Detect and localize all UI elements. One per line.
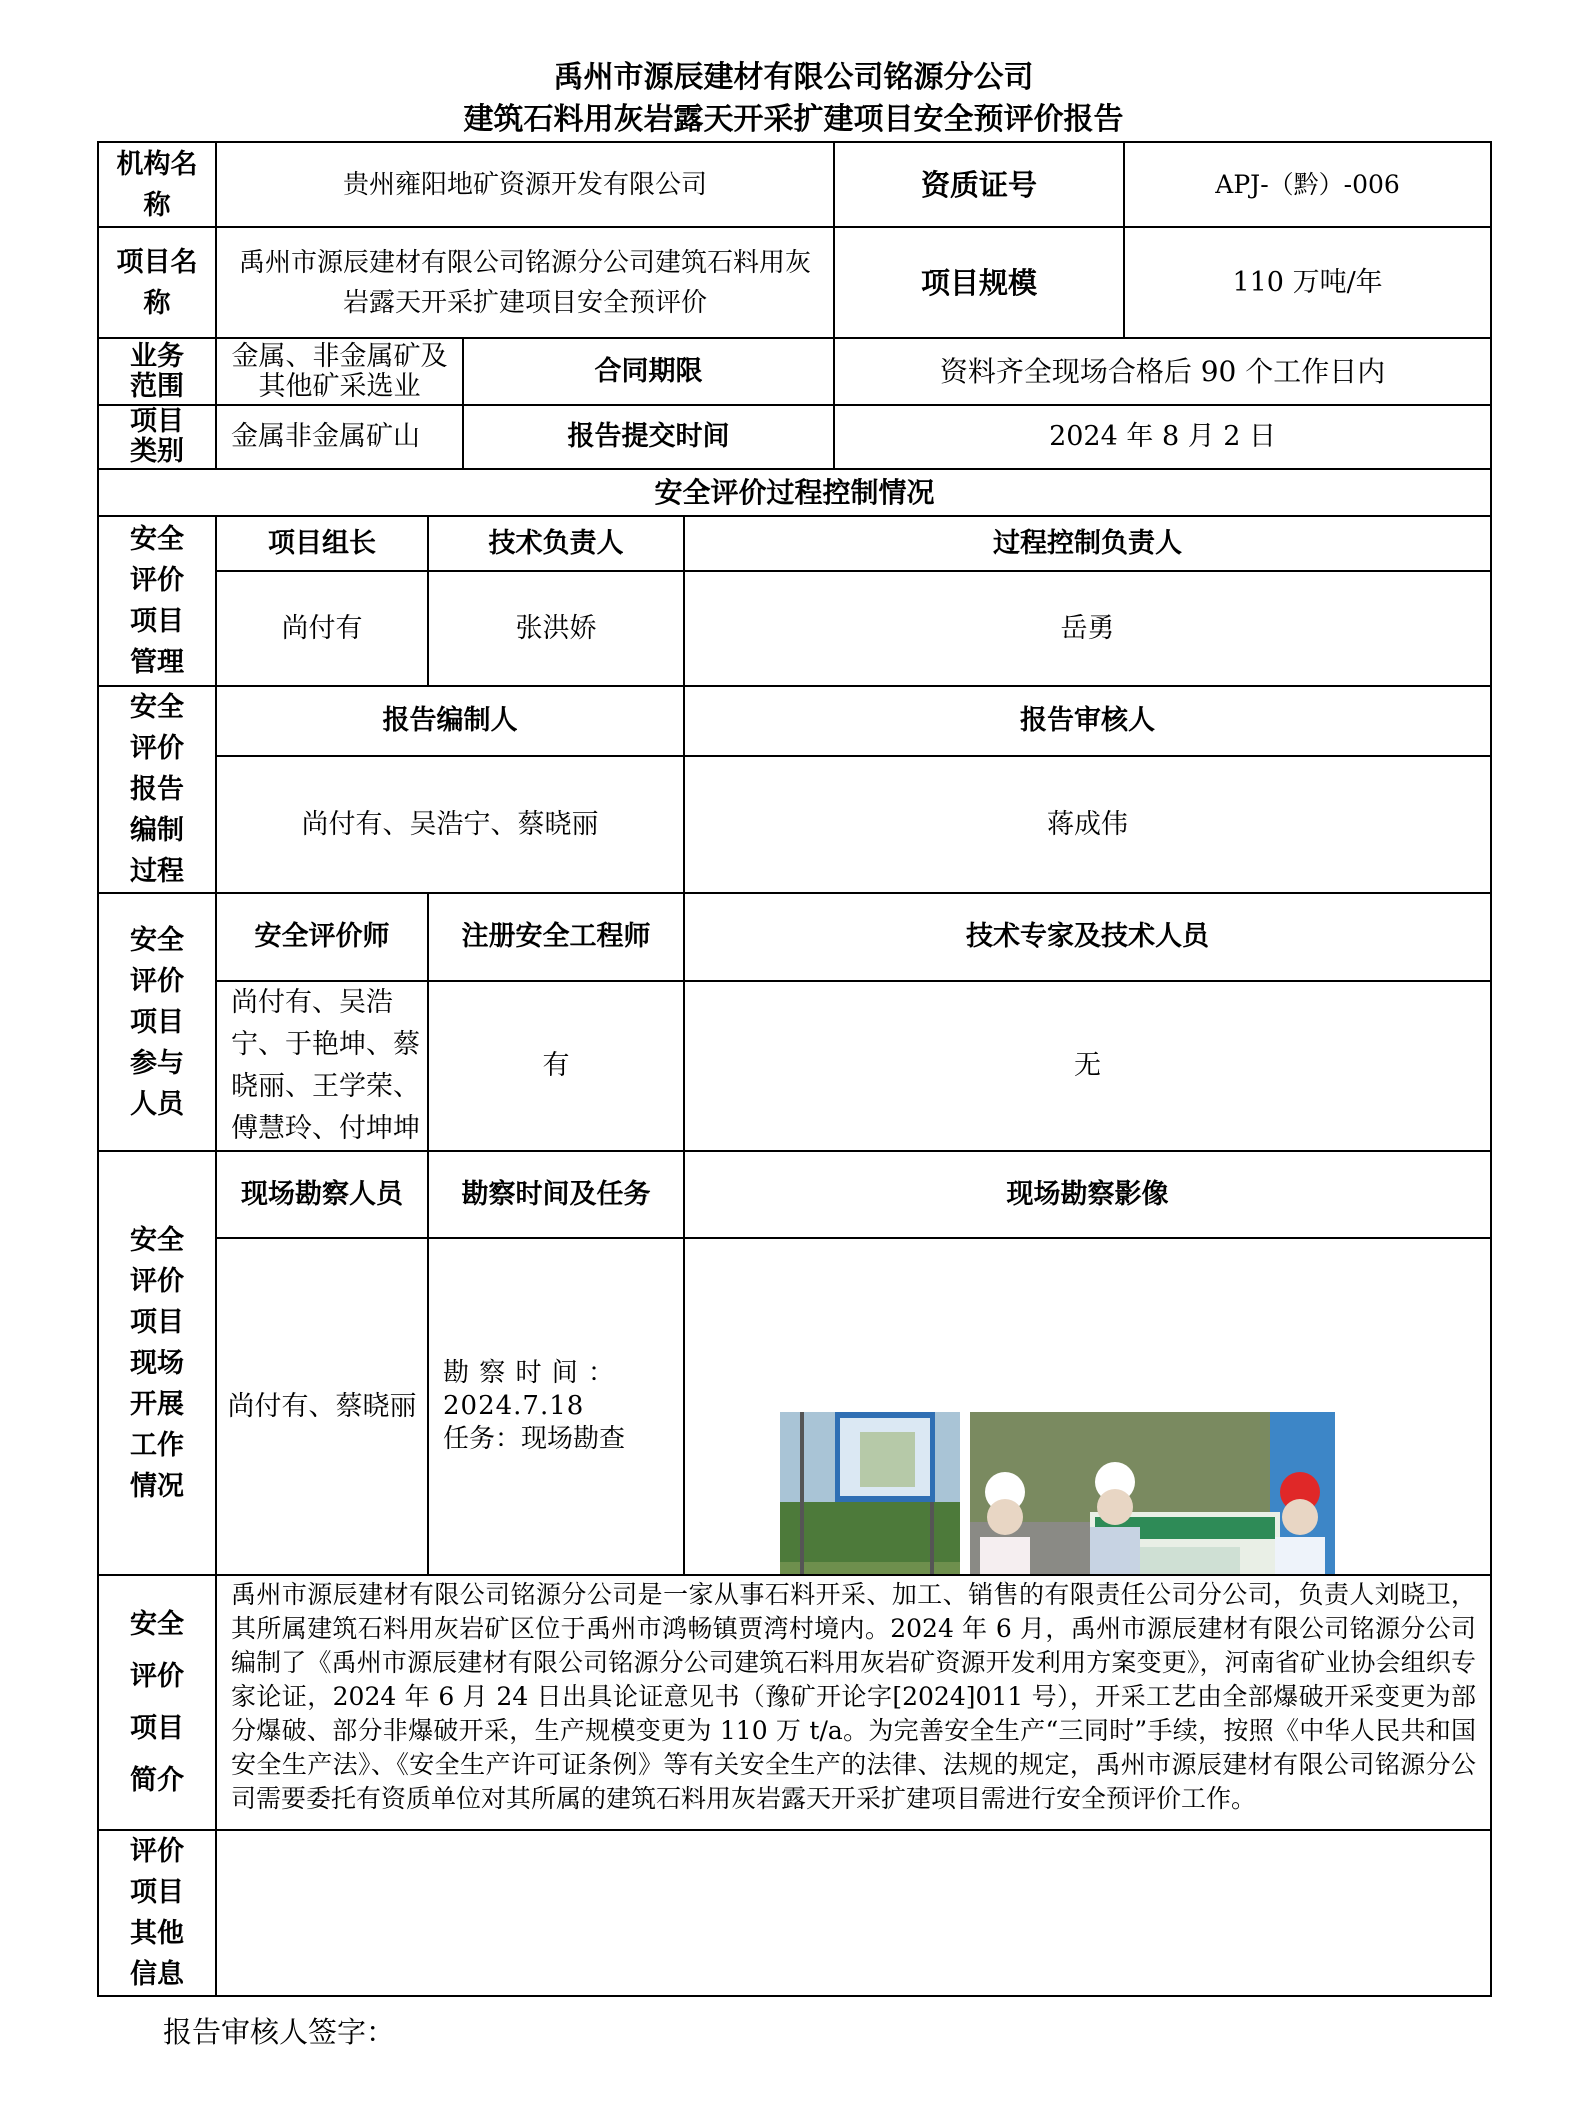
surveyor-names: 尚付有、蔡晓丽: [216, 1238, 428, 1575]
tech-lead-header: 技术负责人: [428, 516, 684, 571]
survey-task: 任务：现场勘查: [443, 1424, 626, 1454]
team-leader-header: 项目组长: [216, 516, 428, 571]
scale-label: 项目规模: [834, 227, 1124, 338]
project-introduction: 禹州市源辰建材有限公司铭源分公司是一家从事石料开采、加工、销售的有限责任公司分公司，负责人刘晓卫，其所属建筑石料用灰岩矿区位于禹州市鸿畅镇贾湾村境内。2024 年 6 月，禹州市源辰建材有限公司铭源分公司编制了《禹州市源辰建材有限公司铭源分公司建筑石料用灰岩矿资源开发利用方案变更》，河南省矿业协会组织专家论证，2024 年 6 月 24 日出具论证意见书（豫矿开论字[2024]011 号），开采工艺由全部爆破开采变更为部分爆破、部分非爆破开采，生产规模变更为 110 万 t/a。为完善安全生产“三同时”手续，按照《中华人民共和国安全生产法》、《安全生产许可证条例》等有关安全生产的法律、法规的规定，禹州市源辰建材有限公司铭源分公司需要委托有资质单位对其所属的建筑石料用灰岩露天开采扩建项目需进行安全预评价工作。: [216, 1575, 1491, 1830]
contract-label: 合同期限: [463, 338, 834, 405]
team-leader-name: 尚付有: [216, 571, 428, 686]
project-category: 金属非金属矿山: [216, 405, 463, 469]
report-title-line2: 建筑石料用灰岩露天开采扩建项目安全预评价报告: [463, 102, 1124, 137]
org-label: 机构名称: [98, 142, 216, 227]
project-scale: 110 万吨/年: [1124, 227, 1491, 338]
report-title-line1: 禹州市源辰建材有限公司铭源分公司: [553, 60, 1034, 95]
participants-label: 安全评价项目参与人员: [98, 893, 216, 1151]
survey-time-header: 勘察时间及任务: [428, 1151, 684, 1238]
org-name: 贵州雍阳地矿资源开发有限公司: [216, 142, 834, 227]
reviewer-signature-label: 报告审核人签字：: [163, 2015, 396, 2049]
assessor-names: 尚付有、吴浩宁、于艳坤、蔡晓丽、王学荣、傅慧玲、付坤坤: [216, 981, 428, 1151]
cert-number: APJ-（黔）-006: [1124, 142, 1491, 227]
cert-label: 资质证号: [834, 142, 1124, 227]
management-label: 安全评价项目管理: [98, 516, 216, 686]
project-name: 禹州市源辰建材有限公司铭源分公司建筑石料用灰岩露天开采扩建项目安全预评价: [216, 227, 834, 338]
process-owner-name: 岳勇: [684, 571, 1491, 686]
survey-images-cell: [684, 1238, 1491, 1575]
site-photo-1: [780, 1412, 960, 1576]
surveyor-header: 现场勘察人员: [216, 1151, 428, 1238]
compiler-names: 尚付有、吴浩宁、蔡晓丽: [216, 756, 684, 893]
site-photo-2: [970, 1412, 1335, 1576]
evaluation-form: [97, 141, 1492, 1997]
experts-value: 无: [684, 981, 1491, 1151]
site-work-label: 安全评价项目现场开展工作情况: [98, 1151, 216, 1575]
compiler-header: 报告编制人: [216, 686, 684, 756]
intro-label: 安全评价项目简介: [98, 1575, 216, 1830]
contract-period: 资料齐全现场合格后 90 个工作日内: [834, 338, 1491, 405]
submit-label: 报告提交时间: [463, 405, 834, 469]
submit-date: 2024 年 8 月 2 日: [834, 405, 1491, 469]
business-label: 业务范围: [98, 338, 216, 405]
business-scope: 金属、非金属矿及其他矿采选业: [216, 338, 463, 405]
other-info-label: 评价项目其他信息: [98, 1830, 216, 1996]
registered-engineer-value: 有: [428, 981, 684, 1151]
experts-header: 技术专家及技术人员: [684, 893, 1491, 981]
tech-lead-name: 张洪娇: [428, 571, 684, 686]
compilation-label: 安全评价报告编制过程: [98, 686, 216, 893]
other-info-value: [216, 1830, 1491, 1996]
project-name-label: 项目名称: [98, 227, 216, 338]
reviewer-name: 蒋成伟: [684, 756, 1491, 893]
survey-time: 勘 察 时 间 ：2024.7.18: [443, 1358, 616, 1421]
process-control-header: 安全评价过程控制情况: [98, 469, 1491, 516]
survey-images-header: 现场勘察影像: [684, 1151, 1491, 1238]
category-label: 项目类别: [98, 405, 216, 469]
survey-time-task: [428, 1238, 684, 1575]
registered-engineer-header: 注册安全工程师: [428, 893, 684, 981]
assessor-header: 安全评价师: [216, 893, 428, 981]
process-owner-header: 过程控制负责人: [684, 516, 1491, 571]
reviewer-header: 报告审核人: [684, 686, 1491, 756]
